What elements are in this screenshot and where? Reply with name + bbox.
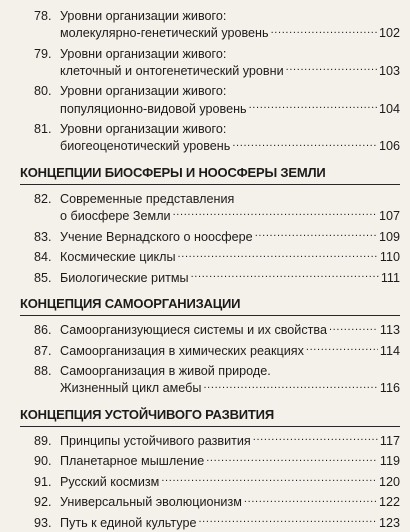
dot-leader [232,138,377,150]
page-number: 107 [378,208,400,223]
dot-leader [249,101,377,113]
entry-line [60,474,400,491]
entry-number: 85. [34,270,52,285]
entry-line [60,363,400,380]
dot-leader [206,453,378,465]
entry-line [60,494,400,511]
toc-entry[interactable] [34,322,400,339]
section-heading: КОНЦЕПЦИЯ УСТОЙЧИВОГО РАЗВИТИЯ [20,405,400,427]
toc-entry[interactable] [34,121,400,155]
entry-title: Принципы устойчивого развития [60,433,251,448]
toc-entry[interactable] [34,343,400,360]
dot-leader [255,229,377,241]
entry-line [60,8,400,25]
entry-title: популяционно-видовой уровень [60,101,247,116]
toc-entry[interactable] [34,474,400,491]
dot-leader [203,380,377,392]
entry-number: 92. [34,495,52,510]
toc-entry[interactable] [34,249,400,266]
entry-line [60,270,400,287]
page-number: 120 [378,474,400,489]
toc-entry[interactable] [34,433,400,450]
entry-line [60,380,400,397]
dot-leader [329,322,378,334]
entry-title: Учение Вернадского о ноосфере [60,229,253,244]
entry-number: 90. [34,454,52,469]
dot-leader [244,494,377,506]
entry-title: о биосфере Земли [60,208,171,223]
page-number: 116 [379,381,400,396]
entry-line [60,25,400,42]
entry-title: Самоорганизация в химических реакциях [60,343,304,358]
dot-leader [253,433,378,445]
entry-title: Уровни организации живого: [60,84,227,99]
entry-line [60,83,400,100]
entry-number: 87. [34,343,52,358]
entry-number: 80. [34,84,52,99]
entry-title: Универсальный эволюционизм [60,495,242,510]
entry-line [60,453,400,470]
entry-line [60,322,400,339]
entry-title: Самоорганизующиеся системы и их свойства [60,323,327,337]
dot-leader [191,270,379,282]
entry-number: 82. [34,191,52,206]
entry-line [60,191,400,208]
section-heading: КОНЦЕПЦИЯ САМООРГАНИЗАЦИИ [20,294,400,316]
entry-title: Уровни организации живого: [60,46,227,61]
entry-number: 83. [34,229,52,244]
page-number: 102 [378,26,400,41]
page-number: 119 [379,454,400,469]
page-number: 106 [378,139,400,154]
entry-line [60,229,400,246]
page-number: 111 [380,270,400,285]
entry-line [60,63,400,80]
dot-leader [271,25,377,37]
entry-title: Русский космизм [60,474,160,489]
dot-leader [161,474,377,486]
page-number: 114 [379,343,400,358]
entry-line [60,208,400,225]
entry-title: Уровни организации живого: [60,9,227,23]
dot-leader [306,343,378,355]
section-heading: КОНЦЕПЦИИ БИОСФЕРЫ И НООСФЕРЫ ЗЕМЛИ [20,163,400,185]
entry-title: Космические циклы [60,250,176,264]
toc-entry[interactable] [34,515,400,532]
page-number: 104 [378,101,400,116]
toc-entry[interactable] [34,453,400,470]
page-number: 109 [378,229,400,244]
toc-entry[interactable] [34,83,400,117]
dot-leader [173,208,377,220]
entry-title: клеточный и онтогенетический уровни [60,63,284,78]
entry-number: 86. [34,323,52,337]
page-number: 123 [378,515,400,530]
entry-line [60,121,400,138]
entry-line [60,46,400,63]
toc-entry[interactable] [34,8,400,42]
entry-title: Жизненный цикл амебы [60,381,202,396]
dot-leader [198,515,377,527]
entry-number: 91. [34,474,52,489]
entry-title: Уровни организации живого: [60,122,227,137]
entry-number: 84. [34,250,52,264]
entry-title: Биологические ритмы [60,270,189,285]
page-number: 103 [378,63,400,78]
toc-entry[interactable] [34,494,400,511]
toc-entry[interactable] [34,229,400,246]
entry-line [60,249,400,266]
entry-number: 93. [34,515,52,530]
entry-title: Путь к единой культуре [60,515,197,530]
entry-line [60,433,400,450]
entry-number: 88. [34,364,52,378]
entry-line [60,343,400,360]
page-number: 122 [378,495,400,510]
dot-leader [178,249,378,261]
page-number: 110 [379,250,400,264]
page-number: 113 [379,323,400,337]
entry-number: 89. [34,433,52,448]
entry-title: Самоорганизация в живой природе. [60,364,271,378]
entry-line [60,138,400,155]
toc-entry[interactable] [34,191,400,225]
entry-number: 79. [34,46,52,61]
toc-entry[interactable] [34,270,400,287]
entry-line [60,515,400,532]
entry-line [60,101,400,118]
entry-title: Планетарное мышление [60,454,205,469]
entry-title: биогеоценотический уровень [60,139,231,154]
entry-number: 78. [34,9,52,23]
page-number: 117 [379,433,400,448]
toc-entry[interactable] [34,46,400,80]
dot-leader [286,63,377,75]
entry-title: молекулярно-генетический уровень [60,26,269,41]
entry-title: Современные представления [60,191,235,206]
toc-entry[interactable] [34,363,400,397]
entry-number: 81. [34,122,52,137]
